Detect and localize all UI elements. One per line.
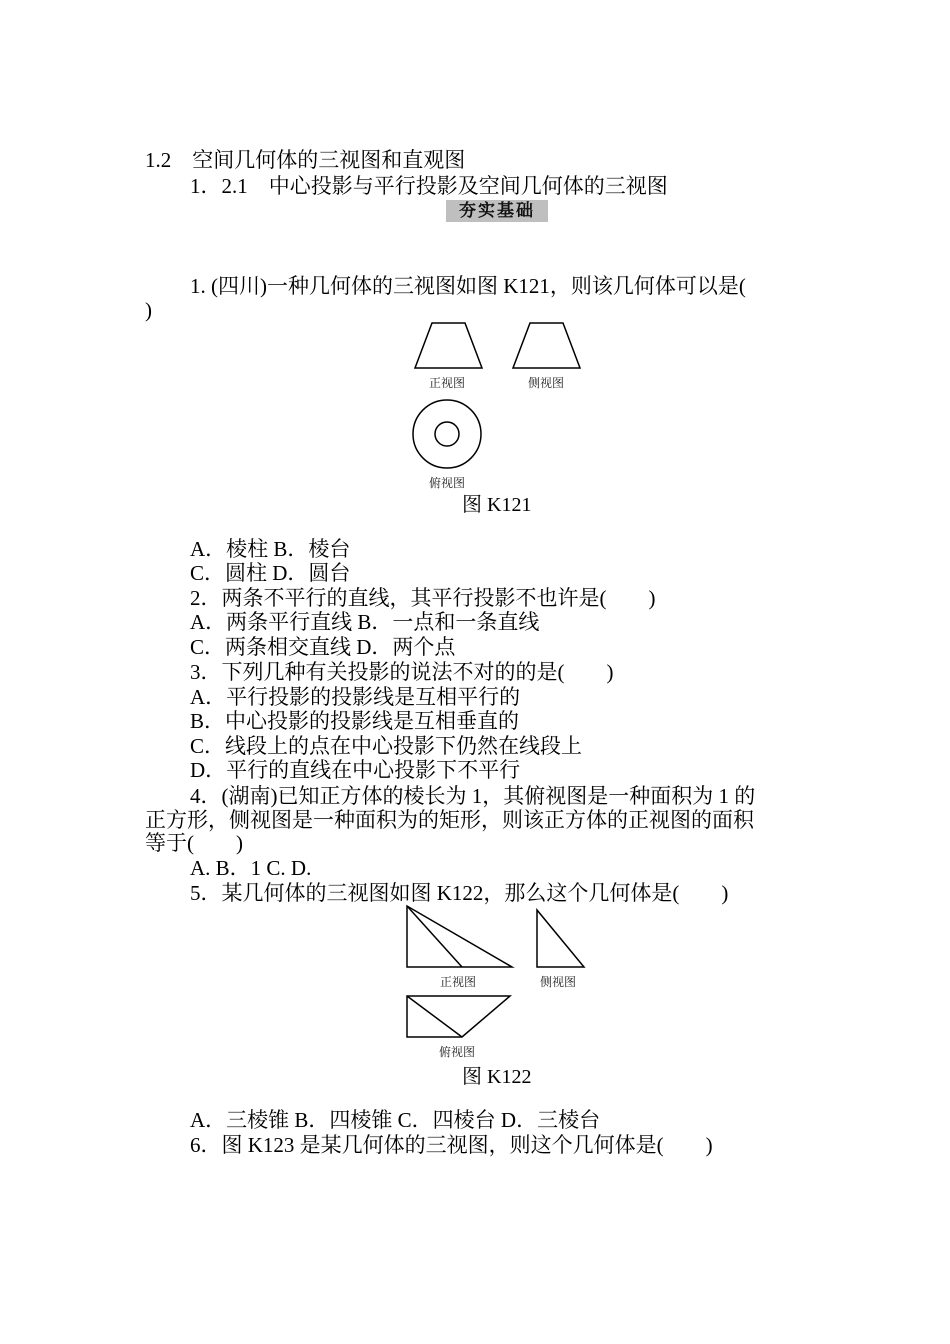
q2-options-line2: C．两条相交直线 D．两个点 bbox=[190, 635, 456, 659]
q3-option-a: A．平行投影的投影线是互相平行的 bbox=[190, 685, 521, 709]
q4-options: A. B．1 C. D. bbox=[190, 856, 312, 880]
section-title: 1.2 空间几何体的三视图和直观图 bbox=[145, 148, 466, 172]
q1-options-line1: A．棱柱 B．棱台 bbox=[190, 537, 351, 561]
k122-caption: 图 K122 bbox=[462, 1066, 532, 1088]
k122-top-label: 俯视图 bbox=[439, 1045, 476, 1059]
q1-options-line2: C．圆柱 D．圆台 bbox=[190, 561, 351, 585]
k122-front-inner-line bbox=[407, 906, 462, 967]
k121-front-label: 正视图 bbox=[429, 376, 466, 390]
q4-stem-line2: 正方形，侧视图是一种面积为的矩形，则该正方体的正视图的面积 bbox=[145, 808, 754, 832]
k122-front-triangle bbox=[407, 906, 512, 967]
k121-top-outer-circle bbox=[413, 400, 481, 468]
section-badge: 夯实基础 bbox=[446, 200, 548, 222]
k122-side-triangle bbox=[537, 910, 584, 967]
k122-top-inner-line bbox=[407, 996, 462, 1037]
q3-option-b: B．中心投影的投影线是互相垂直的 bbox=[190, 709, 520, 733]
q3-option-d: D．平行的直线在中心投影下不平行 bbox=[190, 758, 521, 782]
q5-options: A．三棱锥 B．四棱锥 C．四棱台 D．三棱台 bbox=[190, 1108, 601, 1132]
q5-stem: 5．某几何体的三视图如图 K122，那么这个几何体是( ) bbox=[190, 881, 729, 905]
q6-stem: 6．图 K123 是某几何体的三视图，则这个几何体是( ) bbox=[190, 1133, 713, 1157]
q2-stem: 2．两条不平行的直线，其平行投影不也许是( ) bbox=[190, 586, 656, 610]
q4-stem-line3: 等于( ) bbox=[145, 831, 243, 855]
k122-front-label: 正视图 bbox=[440, 975, 477, 989]
q1-stem-line2: ) bbox=[145, 298, 152, 322]
q2-options-line1: A．两条平行直线 B．一点和一条直线 bbox=[190, 610, 540, 634]
q3-option-c: C．线段上的点在中心投影下仍然在线段上 bbox=[190, 734, 583, 758]
k122-side-label: 侧视图 bbox=[540, 975, 577, 989]
k121-caption: 图 K121 bbox=[462, 494, 532, 516]
q3-stem: 3．下列几种有关投影的说法不对的的是( ) bbox=[190, 660, 614, 684]
subsection-title: 1．2.1 中心投影与平行投影及空间几何体的三视图 bbox=[190, 174, 668, 198]
k122-top-trapezoid bbox=[407, 996, 510, 1037]
k121-front-trapezoid bbox=[415, 323, 482, 368]
k121-side-trapezoid bbox=[513, 323, 580, 368]
k121-top-inner-circle bbox=[435, 422, 459, 446]
k121-top-label: 俯视图 bbox=[429, 476, 466, 490]
k121-side-label: 侧视图 bbox=[528, 376, 565, 390]
q4-stem-line1: 4．(湖南)已知正方体的棱长为 1，其俯视图是一种面积为 1 的 bbox=[190, 784, 756, 808]
q1-stem-line1: 1. (四川)一种几何体的三视图如图 K121，则该几何体可以是( bbox=[190, 274, 746, 298]
